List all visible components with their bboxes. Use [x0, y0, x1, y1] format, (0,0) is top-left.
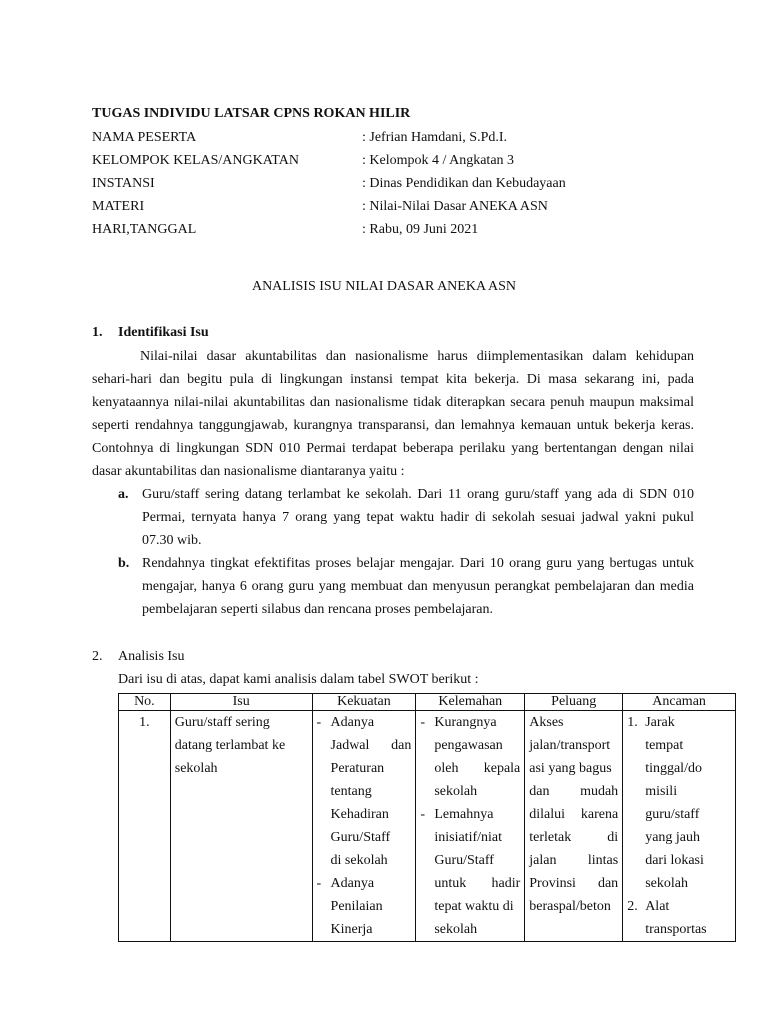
- cell-text: tentang: [330, 784, 372, 799]
- cell-text: Jadwal dan: [330, 738, 412, 753]
- info-label: HARI,TANGGAL: [92, 222, 197, 237]
- cell-text: jalan lintas: [529, 853, 619, 868]
- bullet-dash: -: [420, 807, 426, 822]
- info-label: MATERI: [92, 199, 145, 214]
- cell-text: dari lokasi: [645, 853, 704, 868]
- column-header-no: No.: [119, 694, 171, 711]
- table-row: [119, 711, 736, 942]
- paragraph-line: Contohnya di lingkungan SDN 010 Permai terdapat beberapa perilaku yang bertentangan dengan nilai: [92, 441, 694, 456]
- document-title: ANALISIS ISU NILAI DASAR ANEKA ASN: [251, 279, 517, 294]
- cell-text: dan mudah: [529, 784, 619, 799]
- cell-text: guru/staff: [645, 807, 700, 822]
- cell-text: sekolah: [434, 784, 478, 799]
- cell-text: Provinsi dan: [529, 876, 619, 891]
- cell-peluang: [525, 711, 623, 942]
- list-item-line: Guru/staff sering datang terlambat ke sekolah. Dari 11 orang guru/staff yang ada di SDN 010: [142, 487, 694, 502]
- column-header-peluang: Peluang: [525, 694, 623, 711]
- section-number: 1.: [92, 325, 103, 340]
- list-marker: b.: [118, 556, 130, 571]
- list-item-line: Permai, ternyata hanya 7 orang yang tepat waktu hadir di sekolah sesuai jadwal yakni pukul: [142, 510, 694, 525]
- cell-text: transportas: [645, 922, 707, 937]
- column-header-isu: Isu: [170, 694, 312, 711]
- bullet-dash: -: [316, 715, 322, 730]
- cell-text: Jarak: [645, 715, 675, 730]
- cell-text: Penilaian: [330, 899, 383, 914]
- cell-text: tepat waktu di: [434, 899, 514, 914]
- cell-ancaman: [623, 711, 736, 942]
- section-paragraph: [92, 345, 694, 483]
- list-item-line: Rendahnya tingkat efektifitas proses belajar mengajar. Dari 10 orang guru yang bertugas untuk: [142, 556, 694, 571]
- cell-text: Lemahnya: [434, 807, 494, 822]
- cell-text: untuk hadir: [434, 876, 521, 891]
- table-header-row: [119, 694, 736, 711]
- bullet-dash: -: [420, 715, 426, 730]
- cell-no: [119, 711, 171, 942]
- cell-text: terletak di: [529, 830, 619, 845]
- cell-text: misili: [645, 784, 678, 799]
- paragraph-line: Nilai-nilai dasar akuntabilitas dan nasionalisme harus diimplementasikan dalam kehidupan: [140, 349, 694, 364]
- assignment-title: TUGAS INDIVIDU LATSAR CPNS ROKAN HILIR: [92, 106, 411, 121]
- info-value: : Jefrian Hamdani, S.Pd.I.: [362, 130, 508, 145]
- paragraph-line: kenyataannya nilai-nilai akuntabilitas dan nasionalisme tidak diterapkan secara penuh maupun maksimal: [92, 395, 694, 410]
- cell-text: asi yang bagus: [529, 761, 612, 776]
- cell-text: tempat: [645, 738, 684, 753]
- paragraph-line: seperti rendahnya tanggungjawab, kurangnya transparansi, dan lemahnya kemauan untuk bekerja keras.: [92, 418, 694, 433]
- cell-text: sekolah: [645, 876, 688, 891]
- paragraph-line: dasar akuntabilitas dan nasionalisme diantaranya yaitu :: [92, 464, 405, 479]
- bullet-dash: -: [316, 876, 322, 891]
- cell-text: sekolah: [434, 922, 478, 937]
- column-header-ancaman: Ancaman: [623, 694, 736, 711]
- list-item-line: pembelajaran seperti silabus dan rencana proses pembelajaran.: [142, 602, 494, 617]
- info-value: : Rabu, 09 Juni 2021: [362, 222, 479, 237]
- section-heading: Analisis Isu: [118, 649, 185, 664]
- cell-kelemahan: [416, 711, 525, 942]
- cell-text: Adanya: [330, 715, 375, 730]
- cell-text: jalan/transport: [529, 738, 611, 753]
- section-heading: Identifikasi Isu: [118, 325, 209, 340]
- cell-text: di sekolah: [330, 853, 388, 868]
- info-label: INSTANSI: [92, 176, 155, 191]
- cell-text: sekolah: [174, 761, 218, 776]
- cell-text: beraspal/beton: [529, 899, 611, 914]
- cell-text: Guru/staff sering: [174, 715, 270, 730]
- column-header-kekuatan: Kekuatan: [312, 694, 416, 711]
- cell-text: Kinerja: [330, 922, 373, 937]
- cell-text: oleh kepala: [434, 761, 521, 776]
- cell-text: Akses: [529, 715, 564, 730]
- cell-text: Alat: [645, 899, 670, 914]
- cell-text: Peraturan: [330, 761, 385, 776]
- swot-table: [118, 693, 736, 942]
- table-intro: Dari isu di atas, dapat kami analisis dalam tabel SWOT berikut :: [118, 672, 479, 687]
- info-value: : Kelompok 4 / Angkatan 3: [362, 153, 515, 168]
- cell-text: Adanya: [330, 876, 375, 891]
- list-number: 2.: [627, 899, 638, 914]
- cell-text: dilalui karena: [529, 807, 619, 822]
- cell-text: 1.: [139, 715, 150, 730]
- cell-text: inisiatif/niat: [434, 830, 502, 845]
- cell-text: Kehadiran: [330, 807, 389, 822]
- paragraph-line: sehari-hari dan begitu pula di lingkungan instansi tempat kita bekerja. Di masa sekarang ini, pada: [92, 372, 694, 387]
- column-header-kelemahan: Kelemahan: [416, 694, 525, 711]
- list-marker: a.: [118, 487, 129, 502]
- cell-isu: [170, 711, 312, 942]
- list-item-line: mengajar, hanya 6 orang guru yang membuat dan menyusun perangkat pembelajaran dan media: [142, 579, 694, 594]
- list-number: 1.: [627, 715, 638, 730]
- info-label: KELOMPOK KELAS/ANGKATAN: [92, 153, 299, 168]
- info-value: : Dinas Pendidikan dan Kebudayaan: [362, 176, 566, 191]
- cell-text: tinggal/do: [645, 761, 702, 776]
- info-label: NAMA PESERTA: [92, 130, 197, 145]
- cell-text: pengawasan: [434, 738, 503, 753]
- cell-text: Guru/Staff: [330, 830, 391, 845]
- cell-text: Kurangnya: [434, 715, 497, 730]
- cell-text: Guru/Staff: [434, 853, 494, 868]
- cell-kekuatan: [312, 711, 416, 942]
- cell-text: datang terlambat ke: [174, 738, 286, 753]
- cell-text: yang jauh: [645, 830, 701, 845]
- info-value: : Nilai-Nilai Dasar ANEKA ASN: [362, 199, 548, 214]
- list-item-line: 07.30 wib.: [142, 533, 202, 548]
- section-number: 2.: [92, 649, 103, 664]
